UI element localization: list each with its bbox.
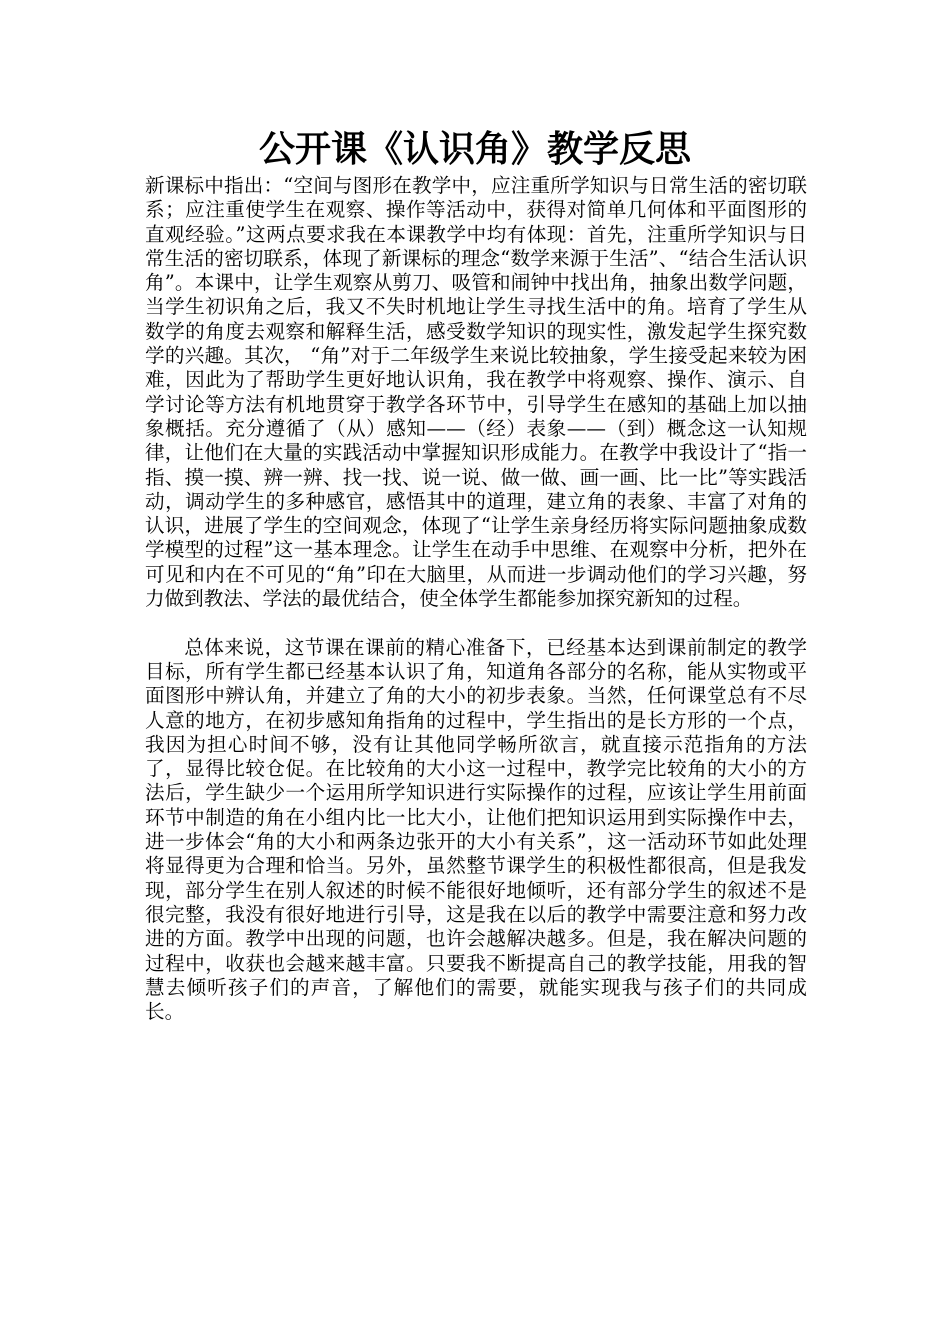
document-title: 公开课《认识角》教学反思 — [258, 129, 691, 170]
paragraph-2: 总体来说，这节课在课前的精心准备下，已经基本达到课前制定的教学目标，所有学生都已经基本认识了角，知道角各部分的名称，能从实物或平面图形中辨认角，并建立了角的大小的初步表象。当然，任何课堂总有不尽人意的地方，在初步感知角指角的过程中，学生指出的是长方形的一个点，我因为担心时间不够，没有让其他同学畅所欲言，就直接示范指角的方法了，显得比较仓促。在比较角的大小这一过程中，教学完比较角的大小的方法后，学生缺少一个运用所学知识进行实际操作的过程，应该让学生用前面环节中制造的角在小组内比一比大小，让他们把知识运用到实际操作中去，进一步体会“角的大小和两条边张开的大小有关系”，这一活动环节如此处理将显得更为合理和恰当。另外，虽然整节课学生的积极性都很高，但是我发现，部分学生在别人叙述的时候不能很好地倾听，还有部分学生的叙述不是很完整，我没有很好地进行引导，这是我在以后的教学中需要注意和努力改进的方面。教学中出现的问题，也许会越解决越多。但是，我在解决问题的过程中，收获也会越来越丰富。只要我不断提高自己的教学技能，用我的智慧去倾听孩子们的声音，了解他们的需要，就能实现我与孩子们的共同成长。 — [145, 635, 807, 1024]
document-body — [145, 174, 807, 1024]
paragraph-1: 新课标中指出：“空间与图形在教学中，应注重所学知识与日常生活的密切联系；应注重使学生在观察、操作等活动中，获得对简单几何体和平面图形的直观经验。”这两点要求我在本课教学中均有体现：首先，注重所学知识与日常生活的密切联系，体现了新课标的理念“数学来源于生活”、“结合生活认识角”。本课中，让学生观察从剪刀、吸管和闹钟中找出角，抽象出数学问题，当学生初识角之后，我又不失时机地让学生寻找生活中的角。培育了学生从数学的角度去观察和解释生活，感受数学知识的现实性，激发起学生探究数学的兴趣。其次， “角”对于二年级学生来说比较抽象，学生接受起来较为困难，因此为了帮助学生更好地认识角，我在教学中将观察、操作、演示、自学讨论等方法有机地贯穿于教学各环节中，引导学生在感知的基础上加以抽象概括。充分遵循了（从）感知——（经）表象——（到）概念这一认知规律，让他们在大量的实践活动中掌握知识形成能力。在教学中我设计了“指一指、摸一摸、辨一辨、找一找、说一说、做一做、画一画、比一比”等实践活动，调动学生的多种感官，感悟其中的道理，建立角的表象、丰富了对角的认识，进展了学生的空间观念，体现了“让学生亲身经历将实际问题抽象成数学模型的过程”这一基本理念。让学生在动手中思维、在观察中分析，把外在可见和内在不可见的“角”印在大脑里，从而进一步调动他们的学习兴趣，努力做到教法、学法的最优结合，使全体学生都能参加探究新知的过程。 — [145, 174, 807, 611]
